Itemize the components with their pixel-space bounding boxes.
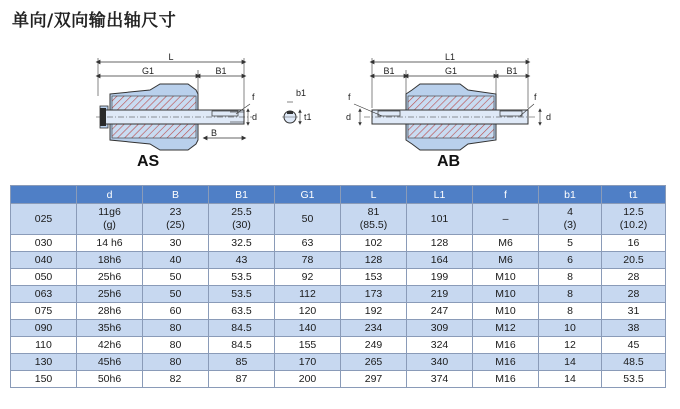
as-drawing xyxy=(96,58,252,150)
cell-L: 128 xyxy=(341,252,407,269)
cell-L: 173 xyxy=(341,286,407,303)
cell-f: M16 xyxy=(473,371,539,388)
cell-b1: 8 xyxy=(539,303,602,320)
ab-dim-L1: L1 xyxy=(444,52,456,62)
cell-t1: 45 xyxy=(602,337,666,354)
header-G1: G1 xyxy=(275,186,341,204)
cell-t1: 48.5 xyxy=(602,354,666,371)
cell-d: 18h6 xyxy=(77,252,143,269)
cell-b1: 8 xyxy=(539,286,602,303)
cell-d: 11g6 (g) xyxy=(77,204,143,235)
cell-L: 249 xyxy=(341,337,407,354)
cell-f: M10 xyxy=(473,303,539,320)
key-dim-b1: b1 xyxy=(296,88,307,98)
cell-B: 60 xyxy=(143,303,209,320)
header-size xyxy=(11,186,77,204)
key-section-drawing xyxy=(282,102,300,123)
header-L: L xyxy=(341,186,407,204)
cell-B1: 85 xyxy=(209,354,275,371)
cell-f: M6 xyxy=(473,252,539,269)
as-dim-B: B xyxy=(210,128,218,138)
cell-B1: 84.5 xyxy=(209,320,275,337)
cell-f: M10 xyxy=(473,269,539,286)
cell-G1: 50 xyxy=(275,204,341,235)
cell-d: 50h6 xyxy=(77,371,143,388)
key-dim-t1: t1 xyxy=(304,112,312,122)
cell-B: 80 xyxy=(143,354,209,371)
cell-B: 50 xyxy=(143,286,209,303)
cell-d: 14 h6 xyxy=(77,235,143,252)
cell-G1: 200 xyxy=(275,371,341,388)
cell-B1: 32.5 xyxy=(209,235,275,252)
dimension-table xyxy=(10,185,666,388)
cell-b1: 8 xyxy=(539,269,602,286)
ab-dim-B1-left: B1 xyxy=(383,66,395,76)
cell-G1: 92 xyxy=(275,269,341,286)
cell-G1: 140 xyxy=(275,320,341,337)
cell-L1: 199 xyxy=(407,269,473,286)
cell-size: 050 xyxy=(11,269,77,286)
cell-B: 80 xyxy=(143,337,209,354)
cell-G1: 63 xyxy=(275,235,341,252)
cell-b1: 6 xyxy=(539,252,602,269)
cell-size: 150 xyxy=(11,371,77,388)
cell-b1: 5 xyxy=(539,235,602,252)
ab-label: AB xyxy=(437,153,461,170)
cell-G1: 120 xyxy=(275,303,341,320)
cell-f: M6 xyxy=(473,235,539,252)
cell-B1: 25.5 (30) xyxy=(209,204,275,235)
cell-L: 234 xyxy=(341,320,407,337)
cell-f: M16 xyxy=(473,354,539,371)
table-row xyxy=(11,320,666,337)
cell-b1: 10 xyxy=(539,320,602,337)
cell-size: 090 xyxy=(11,320,77,337)
cell-L: 265 xyxy=(341,354,407,371)
header-b1: b1 xyxy=(539,186,602,204)
cell-L: 102 xyxy=(341,235,407,252)
cell-size: 130 xyxy=(11,354,77,371)
cell-size: 030 xyxy=(11,235,77,252)
cell-f: M10 xyxy=(473,286,539,303)
cell-B1: 84.5 xyxy=(209,337,275,354)
cell-B: 80 xyxy=(143,320,209,337)
cell-G1: 155 xyxy=(275,337,341,354)
cell-t1: 53.5 xyxy=(602,371,666,388)
cell-d: 28h6 xyxy=(77,303,143,320)
cell-B: 50 xyxy=(143,269,209,286)
header-d: d xyxy=(77,186,143,204)
cell-L: 297 xyxy=(341,371,407,388)
cell-t1: 28 xyxy=(602,269,666,286)
cell-t1: 38 xyxy=(602,320,666,337)
cell-B1: 63.5 xyxy=(209,303,275,320)
ab-dim-d-left: d xyxy=(346,112,352,122)
cell-t1: 31 xyxy=(602,303,666,320)
cell-L1: 324 xyxy=(407,337,473,354)
cell-B1: 87 xyxy=(209,371,275,388)
cell-d: 45h6 xyxy=(77,354,143,371)
header-L1: L1 xyxy=(407,186,473,204)
header-B: B xyxy=(143,186,209,204)
cell-f: M12 xyxy=(473,320,539,337)
shaft-drawings xyxy=(0,50,680,180)
cell-size: 025 xyxy=(11,204,77,235)
cell-t1: 20.5 xyxy=(602,252,666,269)
table-row xyxy=(11,269,666,286)
cell-G1: 78 xyxy=(275,252,341,269)
ab-dim-f-right: f xyxy=(534,92,537,102)
as-dim-d: d xyxy=(252,112,258,122)
table-row xyxy=(11,286,666,303)
as-dim-L: L xyxy=(168,52,174,62)
as-dim-G1: G1 xyxy=(141,66,155,76)
cell-B1: 53.5 xyxy=(209,286,275,303)
table-row xyxy=(11,204,666,235)
cell-L1: 340 xyxy=(407,354,473,371)
cell-L: 81 (85.5) xyxy=(341,204,407,235)
cell-L: 153 xyxy=(341,269,407,286)
as-dim-f: f xyxy=(252,92,255,102)
cell-size: 040 xyxy=(11,252,77,269)
cell-L1: 219 xyxy=(407,286,473,303)
header-t1: t1 xyxy=(602,186,666,204)
ab-dim-d-right: d xyxy=(546,112,552,122)
cell-d: 25h6 xyxy=(77,269,143,286)
cell-G1: 112 xyxy=(275,286,341,303)
ab-dim-f-left: f xyxy=(348,92,351,102)
table-row xyxy=(11,252,666,269)
cell-B: 23 (25) xyxy=(143,204,209,235)
cell-b1: 14 xyxy=(539,354,602,371)
page-title: 单向/双向输出轴尺寸 xyxy=(12,11,177,31)
table-row xyxy=(11,354,666,371)
cell-t1: 28 xyxy=(602,286,666,303)
ab-dim-G1: G1 xyxy=(444,66,458,76)
cell-B1: 43 xyxy=(209,252,275,269)
cell-size: 110 xyxy=(11,337,77,354)
cell-size: 063 xyxy=(11,286,77,303)
as-label: AS xyxy=(137,153,160,170)
cell-t1: 12.5 (10.2) xyxy=(602,204,666,235)
table-body xyxy=(11,235,666,388)
cell-t1: 16 xyxy=(602,235,666,252)
cell-L1: 247 xyxy=(407,303,473,320)
header-B1: B1 xyxy=(209,186,275,204)
cell-L1: 164 xyxy=(407,252,473,269)
as-dim-B1: B1 xyxy=(215,66,227,76)
cell-b1: 14 xyxy=(539,371,602,388)
cell-b1: 12 xyxy=(539,337,602,354)
cell-L1: 128 xyxy=(407,235,473,252)
cell-B: 30 xyxy=(143,235,209,252)
cell-B1: 53.5 xyxy=(209,269,275,286)
cell-B: 40 xyxy=(143,252,209,269)
cell-L1: 101 xyxy=(407,204,473,235)
cell-G1: 170 xyxy=(275,354,341,371)
table-row xyxy=(11,235,666,252)
table-row xyxy=(11,337,666,354)
header-f: f xyxy=(473,186,539,204)
cell-L1: 309 xyxy=(407,320,473,337)
cell-f: – xyxy=(473,204,539,235)
table-row xyxy=(11,371,666,388)
cell-f: M16 xyxy=(473,337,539,354)
table-header-row xyxy=(11,186,666,204)
cell-L1: 374 xyxy=(407,371,473,388)
cell-B: 82 xyxy=(143,371,209,388)
cell-L: 192 xyxy=(341,303,407,320)
table-row xyxy=(11,303,666,320)
cell-d: 35h6 xyxy=(77,320,143,337)
cell-d: 42h6 xyxy=(77,337,143,354)
cell-b1: 4 (3) xyxy=(539,204,602,235)
ab-dim-B1-right: B1 xyxy=(506,66,518,76)
cell-size: 075 xyxy=(11,303,77,320)
cell-d: 25h6 xyxy=(77,286,143,303)
